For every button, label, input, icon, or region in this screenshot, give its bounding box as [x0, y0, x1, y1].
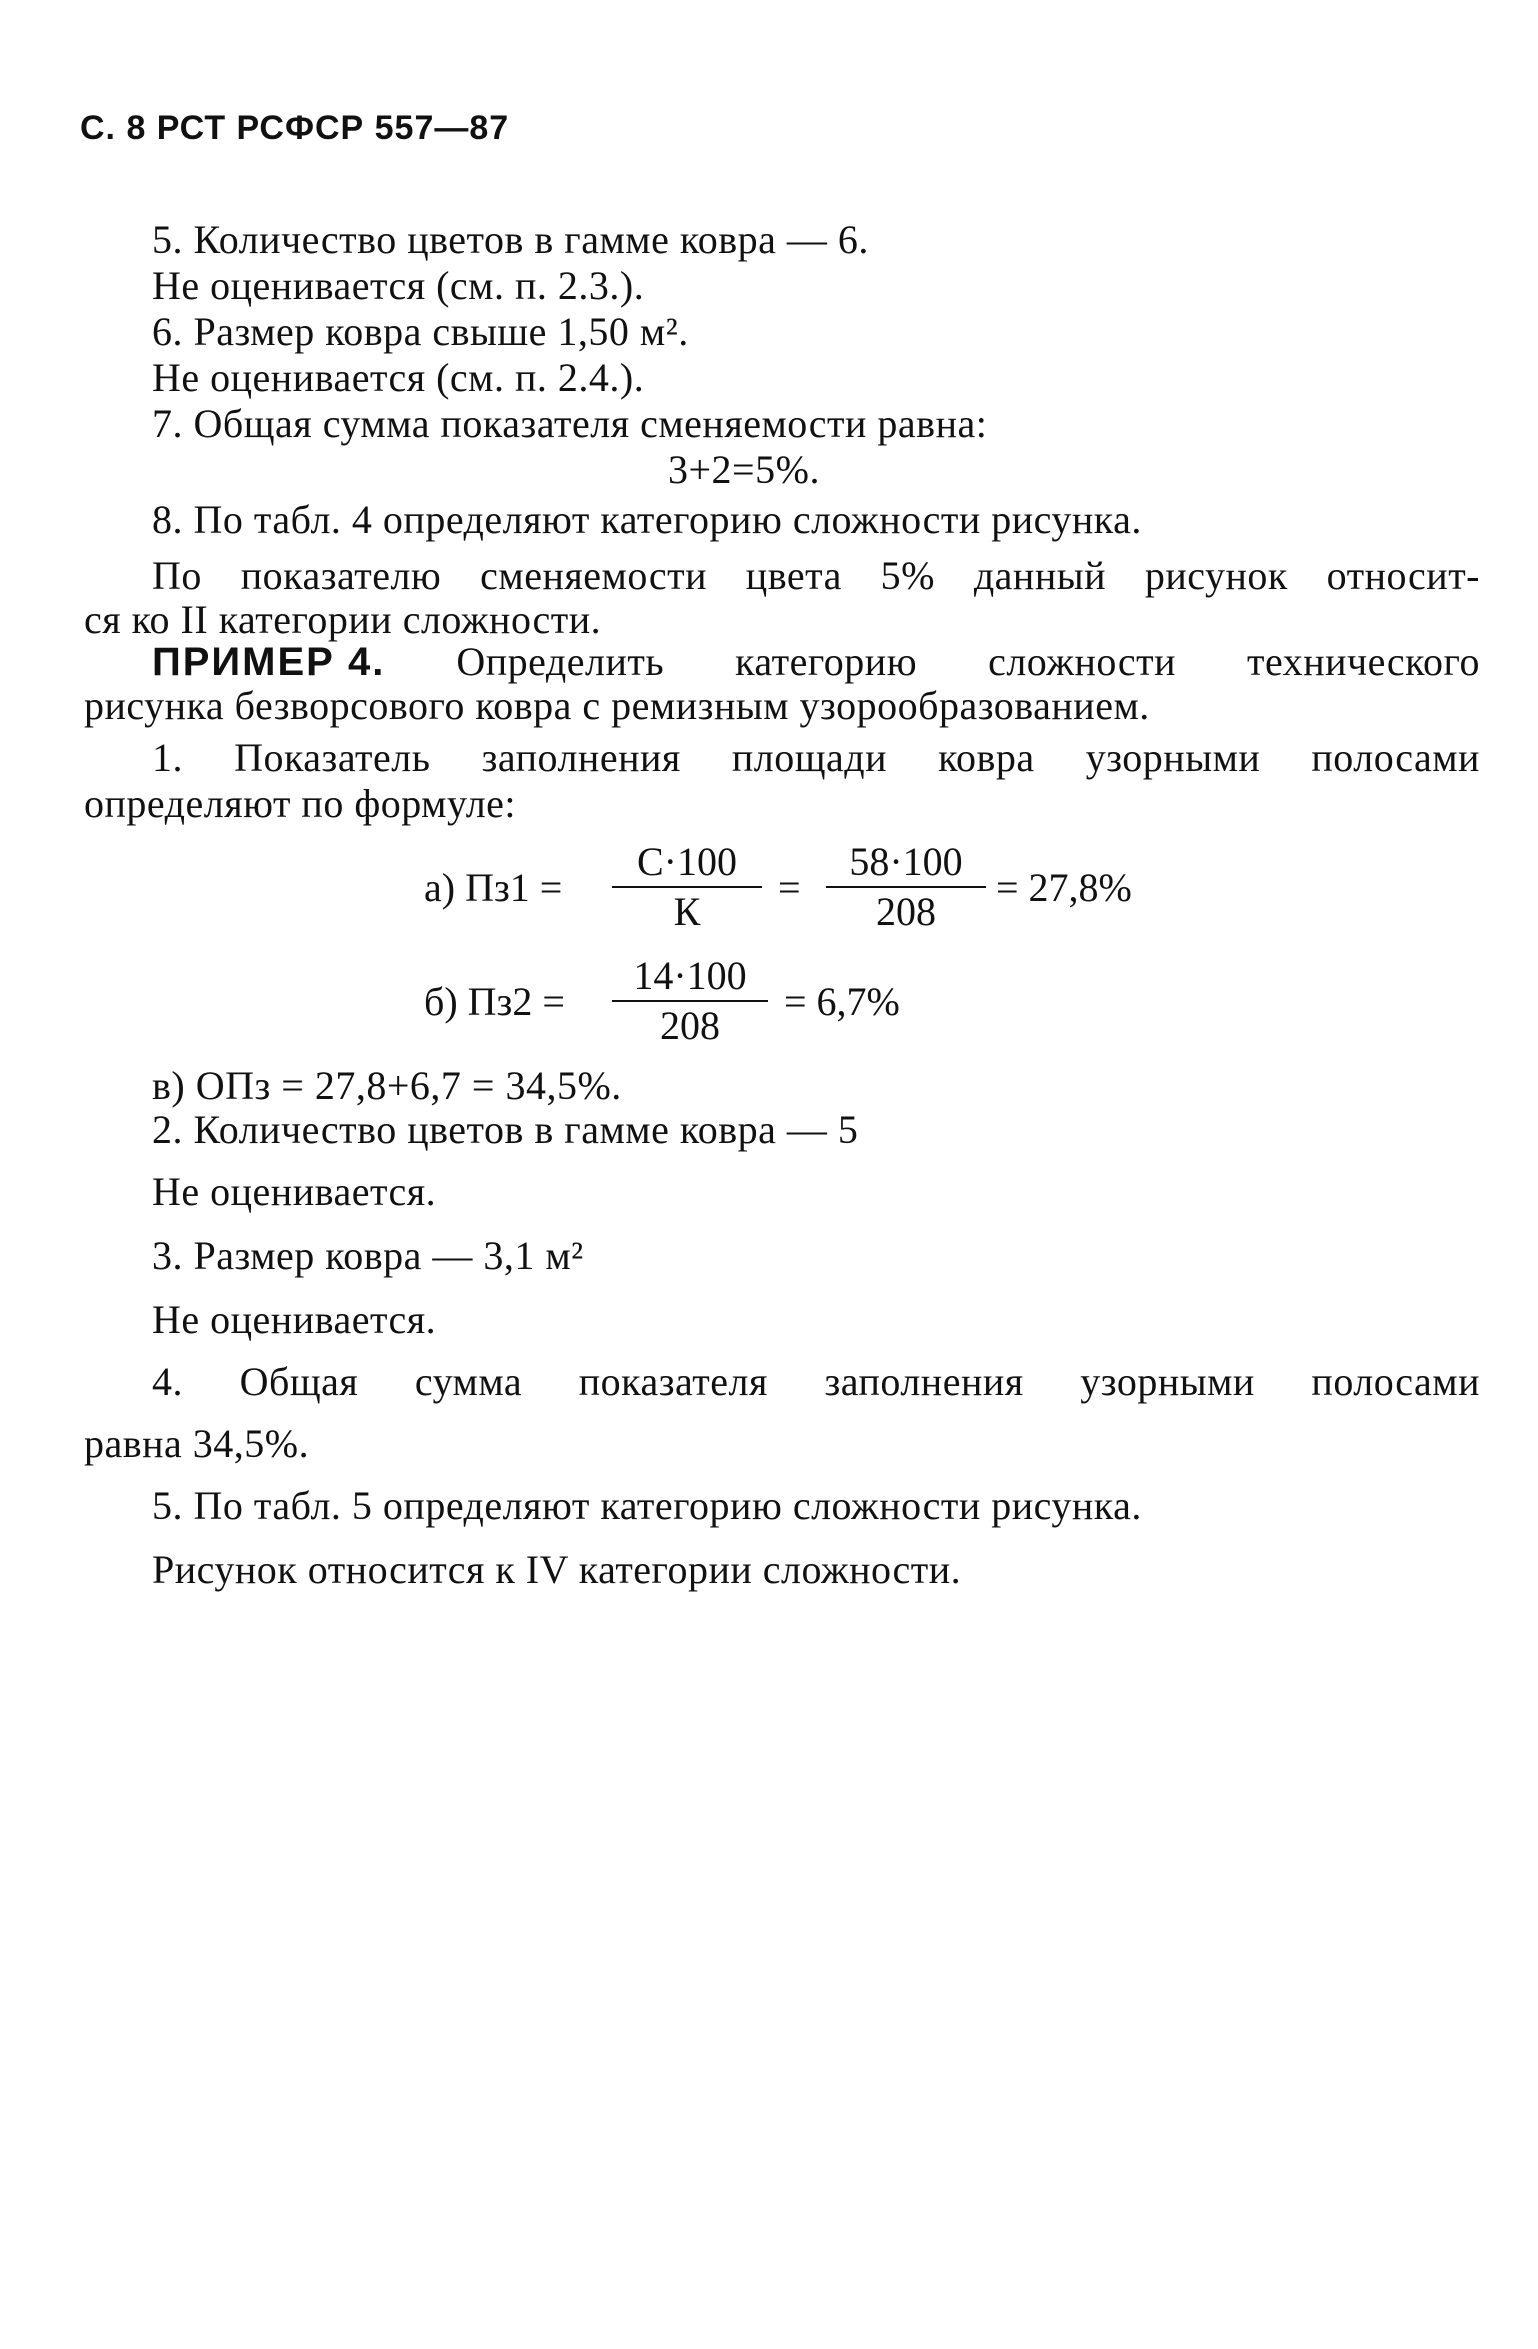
- word: сменяемости: [480, 553, 707, 598]
- word: полосами: [1311, 735, 1480, 780]
- word: 5%: [880, 553, 935, 598]
- justified-line: [152, 552, 1480, 600]
- formula-a-prefix: а) Пз1 =: [424, 865, 563, 910]
- numerator: С·100: [612, 840, 762, 888]
- word: По: [152, 553, 202, 598]
- word: заполнения: [824, 1359, 1024, 1404]
- text-line: Не оценивается (см. п. 2.4.).: [152, 355, 645, 400]
- text-line: 8. По табл. 4 определяют категорию сложности рисунка.: [152, 497, 1142, 542]
- formula-b-result: = 6,7%: [784, 979, 900, 1024]
- fraction: [612, 954, 768, 1048]
- text-line: равна 34,5%.: [84, 1421, 310, 1466]
- word: рисунок: [1144, 553, 1288, 598]
- text-line: ся ко II категории сложности.: [84, 597, 602, 642]
- word: цвета: [745, 553, 842, 598]
- word: Показатель: [234, 735, 431, 780]
- text-line: Рисунок относится к IV категории сложности.: [152, 1547, 962, 1592]
- denominator: 208: [876, 889, 936, 934]
- word: категорию: [735, 639, 918, 684]
- text-line: 6. Размер ковра свыше 1,50 м².: [152, 309, 689, 354]
- formula-b-prefix: б) Пз2 =: [424, 979, 565, 1024]
- example-heading-line: [152, 638, 1480, 686]
- word: сложности: [988, 639, 1176, 684]
- word: площади: [731, 735, 888, 780]
- word: технического: [1247, 639, 1480, 684]
- equals-sign: =: [778, 865, 801, 910]
- text-line: 2. Количество цветов в гамме ковра — 5: [152, 1107, 859, 1152]
- page-header: С. 8 РСТ РСФСР 557—87: [80, 109, 510, 147]
- text-line: определяют по формуле:: [84, 781, 517, 826]
- word: сумма: [414, 1359, 523, 1404]
- fraction: [612, 840, 762, 934]
- formula-sum: 3+2=5%.: [668, 447, 820, 492]
- word: узорными: [1085, 735, 1261, 780]
- text-line: Не оценивается.: [152, 1297, 437, 1342]
- text-line: 3. Размер ковра — 3,1 м²: [152, 1233, 584, 1278]
- word: данный: [973, 553, 1107, 598]
- fraction: [826, 840, 986, 934]
- word: 1.: [152, 735, 183, 780]
- text-line: Не оценивается (см. п. 2.3.).: [152, 263, 645, 308]
- numerator: 14·100: [612, 954, 768, 1002]
- word: 4.: [152, 1359, 183, 1404]
- word: полосами: [1311, 1359, 1480, 1404]
- word: Определить: [456, 639, 665, 684]
- word: узорными: [1080, 1359, 1255, 1404]
- numerator: 58·100: [826, 840, 986, 888]
- justified-line: [152, 734, 1480, 782]
- text-line: 7. Общая сумма показателя сменяемости равна:: [152, 401, 988, 446]
- word: показателю: [240, 553, 442, 598]
- denominator: 208: [660, 1003, 720, 1048]
- word: показателя: [578, 1359, 768, 1404]
- formula-c: в) ОПз = 27,8+6,7 = 34,5%.: [152, 1063, 622, 1108]
- word: ковра: [938, 735, 1035, 780]
- text-line: Не оценивается.: [152, 1169, 437, 1214]
- word: Общая: [239, 1359, 359, 1404]
- formula-a-result: = 27,8%: [996, 865, 1132, 910]
- example-label: ПРИМЕР 4.: [152, 640, 386, 684]
- text-line: 5. По табл. 5 определяют категорию сложности рисунка.: [152, 1483, 1142, 1528]
- justified-line: [152, 1358, 1480, 1406]
- denominator: К: [673, 889, 701, 934]
- word: заполнения: [481, 735, 681, 780]
- text-line: 5. Количество цветов в гамме ковра — 6.: [152, 217, 869, 262]
- word: относит-: [1326, 553, 1480, 598]
- text-line: рисунка безворсового ковра с ремизным узорообразованием.: [84, 683, 1150, 728]
